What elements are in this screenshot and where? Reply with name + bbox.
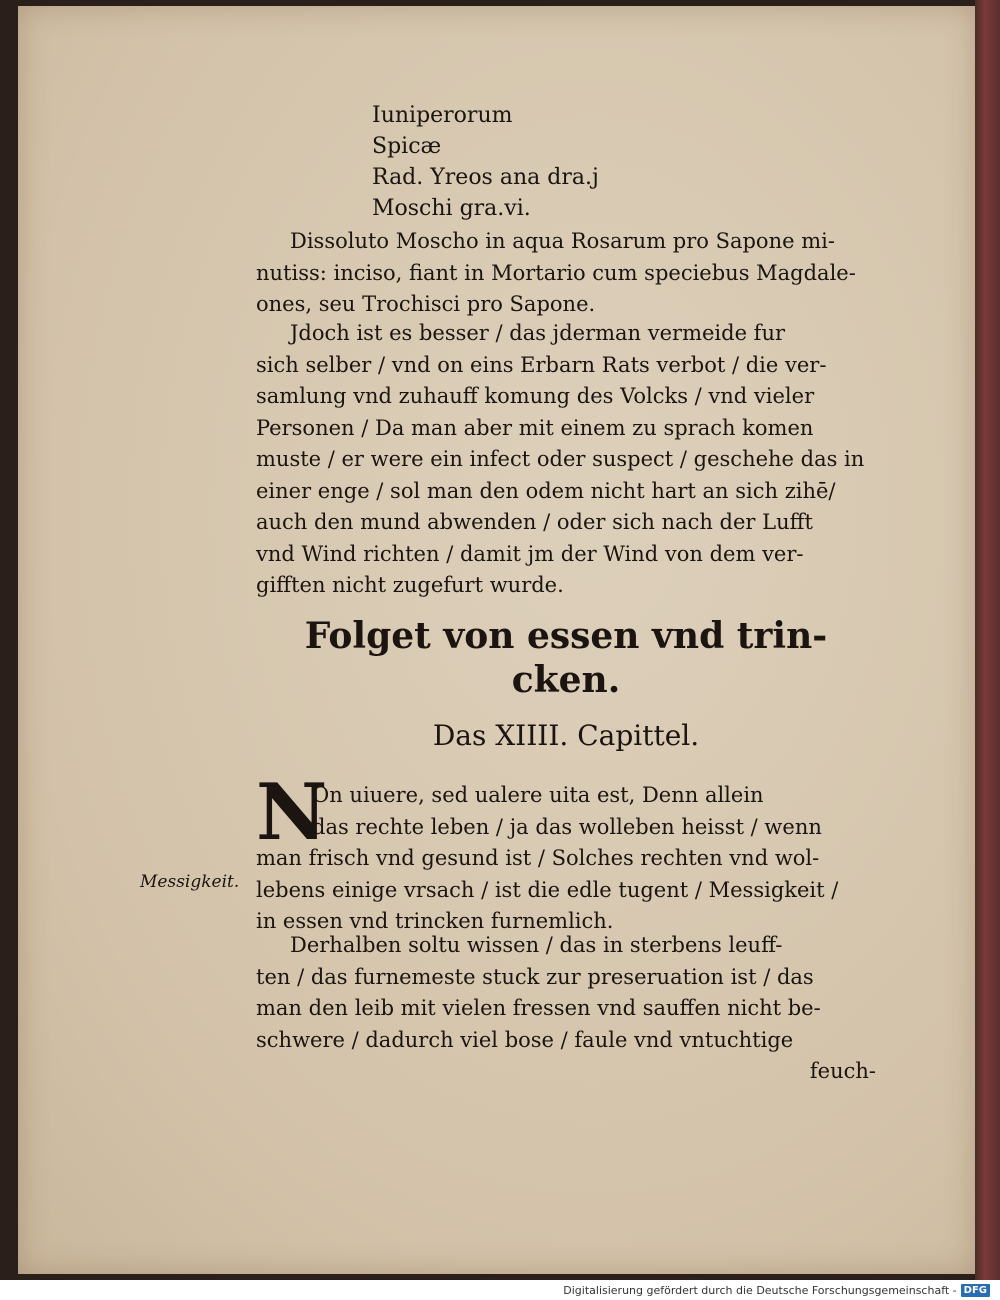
text-line: Dissoluto Moscho in aqua Rosarum pro Sapone mi-: [290, 229, 835, 253]
dfg-logo: DFG: [961, 1284, 990, 1297]
footer-text: Digitalisierung gefördert durch die Deutsche Forschungsgemeinschaft -: [563, 1283, 957, 1297]
text-line: sich selber / vnd on eins Erbarn Rats verbot / die ver-: [256, 352, 827, 377]
text-line: schwere / dadurch viel bose / faule vnd vntuchtige: [256, 1027, 794, 1052]
text-line: ten / das furnemeste stuck zur preseruation ist / das: [256, 964, 814, 989]
text-line: auch den mund abwenden / oder sich nach der Lufft: [256, 510, 813, 534]
text-line: Jdoch ist es besser / das jderman vermeide fur: [290, 321, 786, 345]
text-line: vnd Wind richten / damit jm der Wind von dem ver-: [256, 541, 804, 566]
recipe-line: Rad. Yreos ana dra.j: [372, 165, 599, 190]
section-heading: [256, 614, 876, 702]
margin-note: Messigkeit.: [140, 872, 240, 892]
recipe-line: Moschi gra.vi.: [372, 196, 531, 221]
text-line: lebens einige vrsach / ist die edle tugent / Messigkeit /: [256, 877, 839, 902]
text-line: gifften nicht zugefurt wurde.: [256, 573, 564, 597]
text-line: Personen / Da man aber mit einem zu sprach komen: [256, 415, 814, 440]
heading-line: cken.: [511, 659, 621, 701]
heading-line: Folget von essen vnd trin-: [304, 615, 828, 657]
text-line: man frisch vnd gesund ist / Solches rechten vnd wol-: [256, 846, 820, 870]
text-line: samlung vnd zuhauff komung des Volcks / vnd vieler: [256, 384, 815, 408]
chapter-title: Das XIIII. Capittel.: [432, 719, 700, 752]
text-line: ones, seu Trochisci pro Sapone.: [256, 292, 596, 316]
text-line: das rechte leben / ja das wolleben heisst / wenn: [312, 814, 822, 839]
funding-footer: [563, 1283, 990, 1297]
catchword: feuch-: [809, 1059, 876, 1083]
text-line: nutiss: inciso, fiant in Mortario cum speciebus Magdale-: [256, 260, 856, 285]
recipe-line: Iuniperorum: [372, 103, 513, 128]
latin-paragraph: [256, 226, 876, 321]
text-line: muste / er were ein infect oder suspect / geschehe das in: [256, 447, 865, 471]
drop-cap: N: [256, 767, 328, 858]
text-line: On uiuere, sed ualere uita est, Denn allein: [312, 783, 764, 807]
page-edge: [975, 0, 1000, 1280]
final-paragraph: [256, 930, 876, 1088]
text-line: einer enge / sol man den odem nicht hart an sich zihē/: [256, 478, 836, 503]
text-line: Derhalben soltu wissen / das in sterbens leuff-: [290, 933, 783, 957]
chapter-opening-paragraph: [256, 780, 876, 938]
german-paragraph: [256, 318, 876, 602]
recipe-line: Spicæ: [372, 134, 442, 159]
text-line: in essen vnd trincken furnemlich.: [256, 909, 614, 933]
recipe-list: [372, 100, 599, 224]
text-line: man den leib mit vielen fressen vnd sauffen nicht be-: [256, 996, 821, 1020]
